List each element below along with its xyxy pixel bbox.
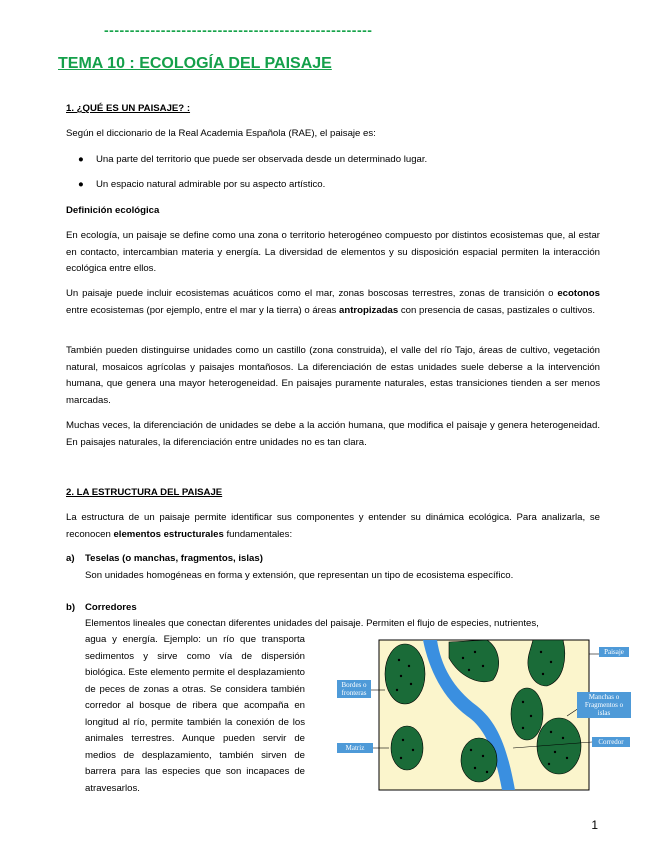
text-run: La estructura de un paisaje permite identificar sus componentes y entender su dinámica ecológica. Para analizarla, se reconocen bbox=[66, 512, 600, 540]
patch-top-left bbox=[385, 644, 425, 704]
item-a-text: Son unidades homogéneas en forma y extensión, que representan un tipo de ecosistema específico. bbox=[85, 570, 514, 581]
section-1-intro: Según el diccionario de la Real Academia Española (RAE), el paisaje es: bbox=[66, 128, 376, 139]
label-matriz: Matriz bbox=[337, 743, 373, 753]
patch-bottom-right bbox=[537, 718, 581, 774]
label-manchas: Manchas o Fragmentos o islas bbox=[577, 692, 631, 718]
label-bordes: Bordes o fronteras bbox=[337, 680, 371, 698]
label-paisaje: Paisaje bbox=[599, 647, 629, 657]
item-b-title: Corredores bbox=[85, 602, 137, 613]
page-title: TEMA 10 : ECOLOGÍA DEL PAISAJE bbox=[58, 55, 332, 72]
item-b-marker: b) bbox=[66, 602, 76, 613]
landscape-structure-figure bbox=[337, 636, 633, 794]
paragraph-units: También pueden distinguirse unidades como un castillo (zona construida), el valle del río Tajo, áreas de cultivo, vegetación natural, mosaicos agrícolas y paisajes montañosos. La diferenciación de estas unidades suele deberse a la intervención humana, que genera una mayor heterogeneidad. En paisajes puramente naturales, estas transiciones tienden a ser menos marcadas. bbox=[66, 345, 600, 406]
decorative-dash-line: ---------------------------------------------------- bbox=[104, 22, 373, 38]
page-number: 1 bbox=[591, 818, 598, 832]
item-b-text-line: Elementos lineales que conectan diferentes unidades del paisaje. Permiten el flujo de especies, nutrientes, bbox=[85, 618, 539, 629]
term-antropizadas: antropizadas bbox=[339, 304, 399, 316]
text-run: Un paisaje puede incluir ecosistemas acuáticos como el mar, zonas boscosas terrestres, zonas de transición o bbox=[66, 288, 558, 299]
item-a-marker: a) bbox=[66, 553, 75, 564]
text-run: con presencia de casas, pastizales o cultivos. bbox=[398, 304, 595, 316]
definition-title: Definición ecológica bbox=[66, 205, 160, 216]
label-corredor: Corredor bbox=[592, 737, 630, 747]
patch-middle-right bbox=[511, 688, 543, 740]
text-run: entre ecosistemas (por ejemplo, entre el mar y la tierra) o áreas bbox=[66, 304, 340, 316]
section-1-heading: 1. ¿QUÉ ES UN PAISAJE? : bbox=[66, 103, 191, 114]
text-run: fundamentales: bbox=[223, 528, 293, 540]
patch-bottom-center bbox=[461, 738, 497, 782]
paragraph-ecosystems bbox=[66, 286, 600, 319]
term-elementos-estructurales: elementos estructurales bbox=[113, 528, 224, 540]
bullet-text: Una parte del territorio que puede ser observada desde un determinado lugar. bbox=[96, 154, 428, 165]
term-ecotonos: ecotonos bbox=[557, 288, 600, 299]
paragraph-human-action: Muchas veces, la diferenciación de unidades se debe a la acción humana, que modifica el paisaje y genera heterogeneidad. En paisajes naturales, la diferenciación entre unidades no es tan clara. bbox=[66, 420, 600, 448]
patch-bottom-left bbox=[391, 726, 423, 770]
paragraph-definition: En ecología, un paisaje se define como una zona o territorio heterogéneo compuesto por distintos ecosistemas que, al estar en contacto, intercambian materia y energía. La diversidad de elementos y su disposición espacial permiten la interacción ecológica entre ellos. bbox=[66, 230, 600, 274]
section-2-heading: 2. LA ESTRUCTURA DEL PAISAJE bbox=[66, 487, 223, 498]
item-b-text-body: agua y energía. Ejemplo: un río que transporta sedimentos y sirve como vía de dispersión biológica. Este elemento permite el desplazamiento de peces de zonas a otras. Se considera también corredor al bosque de ribera que acompaña en longitud al río, permite también la conexión de los animales terrestres. Aunque pueden servir de medios de desplazamiento, también sirven de barrera para las especies que son incapaces de atravesarlos. bbox=[85, 634, 305, 794]
bullet-dot-icon: ● bbox=[78, 154, 84, 165]
item-a-title: Teselas (o manchas, fragmentos, islas) bbox=[85, 553, 263, 564]
section-2-intro bbox=[66, 510, 600, 543]
bullet-text: Un espacio natural admirable por su aspecto artístico. bbox=[96, 179, 326, 190]
bullet-dot-icon: ● bbox=[78, 179, 84, 190]
